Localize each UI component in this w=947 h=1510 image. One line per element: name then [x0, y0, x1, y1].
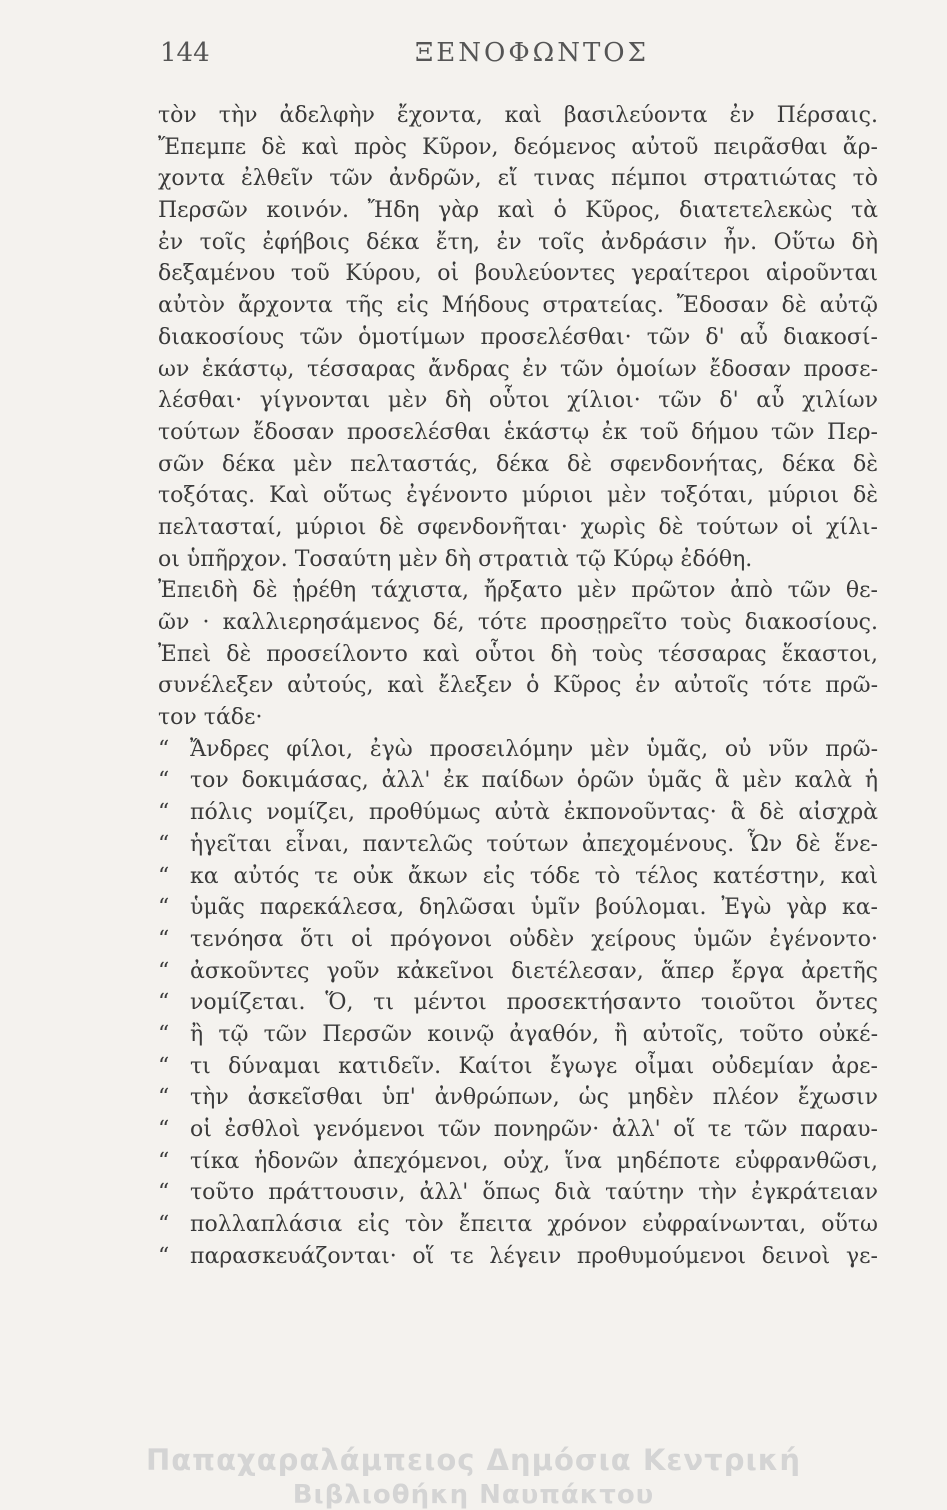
text-line: ων ἑκάστῳ, τέσσαρας ἄνδρας ἐν τῶν ὁμοίων ἔδοσαν προσε- [158, 356, 878, 382]
body-text [158, 100, 878, 1272]
text-line: τον τάδε· [158, 705, 263, 731]
page-number: 144 [160, 38, 210, 68]
text-line: Ἔπεμπε δὲ καὶ πρὸς Κῦρον, δεόμενος αὐτοῦ πειρᾶσθαι ἄρ- [158, 134, 878, 160]
quote-mark: “ [158, 768, 170, 794]
quote-mark: “ [158, 958, 170, 984]
quote-mark: “ [158, 1085, 170, 1111]
text-line: χοντα ἐλθεῖν τῶν ἀνδρῶν, εἴ τινας πέμποι στρατιώτας τὸ [158, 166, 878, 192]
text-line: τούτων ἔδοσαν προσελέσθαι ἑκάστῳ ἐκ τοῦ δήμου τῶν Περ- [158, 419, 878, 445]
quote-mark: “ [158, 926, 170, 952]
quote-text: νομίζεται. Ὅ, τι μέντοι προσεκτήσαντο τοιοῦτοι ὄντες [190, 990, 878, 1016]
quote-text: τοῦτο πράττουσιν, ἀλλ' ὅπως διὰ ταύτην τὴν ἐγκράτειαν [190, 1180, 878, 1206]
quote-mark: “ [158, 1148, 170, 1174]
quote-line [158, 892, 878, 924]
quote-text: τίκα ἡδονῶν ἀπεχόμενοι, οὐχ, ἵνα μηδέποτε εὐφρανθῶσι, [190, 1148, 878, 1174]
quote-line [158, 829, 878, 861]
quote-mark: “ [158, 800, 170, 826]
quote-text: τὴν ἀσκεῖσθαι ὑπ' ἀνθρώπων, ὡς μηδὲν πλέον ἔχωσιν [190, 1085, 878, 1111]
quote-text: ἡγεῖται εἶναι, παντελῶς τούτων ἀπεχομένους. Ὧν δὲ ἕνε- [190, 831, 878, 857]
quote-text: παρασκευάζονται· οἵ τε λέγειν προθυμούμενοι δεινοὶ γε- [190, 1243, 878, 1269]
quote-text: πολλαπλάσια εἰς τὸν ἔπειτα χρόνον εὐφραίνωνται, οὕτω [190, 1212, 878, 1238]
quote-line [158, 1177, 878, 1209]
quote-text: ὑμᾶς παρεκάλεσα, δηλῶσαι ὑμῖν βούλομαι. Ἐγὼ γὰρ κα- [190, 895, 878, 921]
quote-mark: “ [158, 1180, 170, 1206]
quote-line [158, 1114, 878, 1146]
quote-line [158, 734, 878, 766]
quote-line [158, 1209, 878, 1241]
quote-mark: “ [158, 736, 170, 762]
quote-line [158, 861, 878, 893]
quote-text: Ἄνδρες φίλοι, ἐγὼ προσειλόμην μὲν ὑμᾶς, οὐ νῦν πρῶ- [190, 736, 878, 762]
text-line: οι ὑπῆρχον. Τοσαύτη μὲν δὴ στρατιὰ τῷ Κύρῳ ἐδόθη. [158, 546, 753, 572]
quote-line [158, 924, 878, 956]
quote-text: κα αὐτός τε οὐκ ἄκων εἰς τόδε τὸ τέλος κατέστην, καὶ [190, 863, 878, 889]
text-line: τοξότας. Καὶ οὕτως ἐγένοντο μύριοι μὲν τοξόται, μύριοι δὲ [158, 483, 878, 509]
text-line: διακοσίους τῶν ὁμοτίμων προσελέσθαι· τῶν δ' αὖ διακοσί- [158, 324, 878, 350]
library-watermark-line1: Παπαχαραλάμπειος Δημόσια Κεντρική [145, 1443, 801, 1477]
quote-line [158, 1051, 878, 1083]
quote-line [158, 1019, 878, 1051]
quote-line [158, 956, 878, 988]
quote-text: πόλις νομίζει, προθύμως αὐτὰ ἐκπονοῦντας· ἃ δὲ αἰσχρὰ [190, 800, 878, 826]
quote-line [158, 797, 878, 829]
text-line: τὸν τὴν ἀδελφὴν ἔχοντα, καὶ βασιλεύοντα ἐν Πέρσαις. [158, 103, 878, 128]
quote-text: τον δοκιμάσας, ἀλλ' ἐκ παίδων ὁρῶν ὑμᾶς ἃ μὲν καλὰ ἡ [190, 768, 878, 794]
quote-mark: “ [158, 895, 170, 921]
quote-line [158, 1146, 878, 1178]
quote-mark: “ [158, 1212, 170, 1238]
quote-line [158, 765, 878, 797]
text-line: δεξαμένου τοῦ Κύρου, οἱ βουλεύοντες γεραίτεροι αἱροῦνται [158, 261, 878, 287]
quote-mark: “ [158, 1117, 170, 1142]
text-line: συνέλεξεν αὐτούς, καὶ ἔλεξεν ὁ Κῦρος ἐν αὐτοῖς τότε πρῶ- [158, 673, 878, 699]
quote-text: οἱ ἐσθλοὶ γενόμενοι τῶν πονηρῶν· ἀλλ' οἵ τε τῶν παραυ- [190, 1117, 878, 1142]
quote-text: ἢ τῷ τῶν Περσῶν κοινῷ ἀγαθόν, ἢ αὐτοῖς, τοῦτο οὐκέ- [190, 1021, 878, 1047]
text-line: πελτασταί, μύριοι δὲ σφενδονῆται· χωρὶς δὲ τούτων οἱ χίλι- [158, 514, 878, 540]
text-line: σῶν δέκα μὲν πελταστάς, δέκα δὲ σφενδονήτας, δέκα δὲ [158, 451, 878, 477]
quote-mark: “ [158, 831, 170, 857]
quote-mark: “ [158, 863, 170, 889]
text-line: Περσῶν κοινόν. Ἤδη γὰρ καὶ ὁ Κῦρος, διατετελεκὼς τὰ [158, 198, 878, 224]
quote-line [158, 987, 878, 1019]
text-line: αὐτὸν ἄρχοντα τῆς εἰς Μήδους στρατείας. Ἔδοσαν δὲ αὐτῷ [158, 293, 878, 319]
text-line: λέσθαι· γίγνονται μὲν δὴ οὗτοι χίλιοι· τῶν δ' αὖ χιλίων [158, 388, 878, 414]
text-line: Ἐπειδὴ δὲ ᾑρέθη τάχιστα, ἤρξατο μὲν πρῶτον ἀπὸ τῶν θε- [158, 578, 878, 604]
quote-text: τενόησα ὅτι οἱ πρόγονοι οὐδὲν χείρους ὑμῶν ἐγένοντο· [190, 926, 878, 952]
running-head: ΞΕΝΟΦΩΝΤΟΣ [415, 38, 650, 68]
quote-text: ἀσκοῦντες γοῦν κἀκεῖνοι διετέλεσαν, ἅπερ ἔργα ἀρετῆς [190, 958, 878, 984]
text-line: Ἐπεὶ δὲ προσείλοντο καὶ οὗτοι δὴ τοὺς τέσσαρας ἕκαστοι, [158, 641, 878, 667]
quote-mark: “ [158, 1243, 170, 1269]
quote-line [158, 1082, 878, 1114]
quote-mark: “ [158, 990, 170, 1016]
text-line: ῶν · καλλιερησάμενος δέ, τότε προσῃρεῖτο τοὺς διακοσίους. [158, 610, 878, 635]
quote-text: τι δύναμαι κατιδεῖν. Καίτοι ἔγωγε οἶμαι οὐδεμίαν ἀρε- [190, 1053, 878, 1079]
text-line: ἐν τοῖς ἐφήβοις δέκα ἔτη, ἐν τοῖς ἀνδράσιν ἦν. Οὕτω δὴ [158, 229, 878, 255]
quote-line [158, 1241, 878, 1273]
library-watermark-line2: Βιβλιοθήκη Ναυπάκτου [292, 1480, 655, 1510]
quote-mark: “ [158, 1053, 170, 1079]
quote-mark: “ [158, 1021, 170, 1047]
